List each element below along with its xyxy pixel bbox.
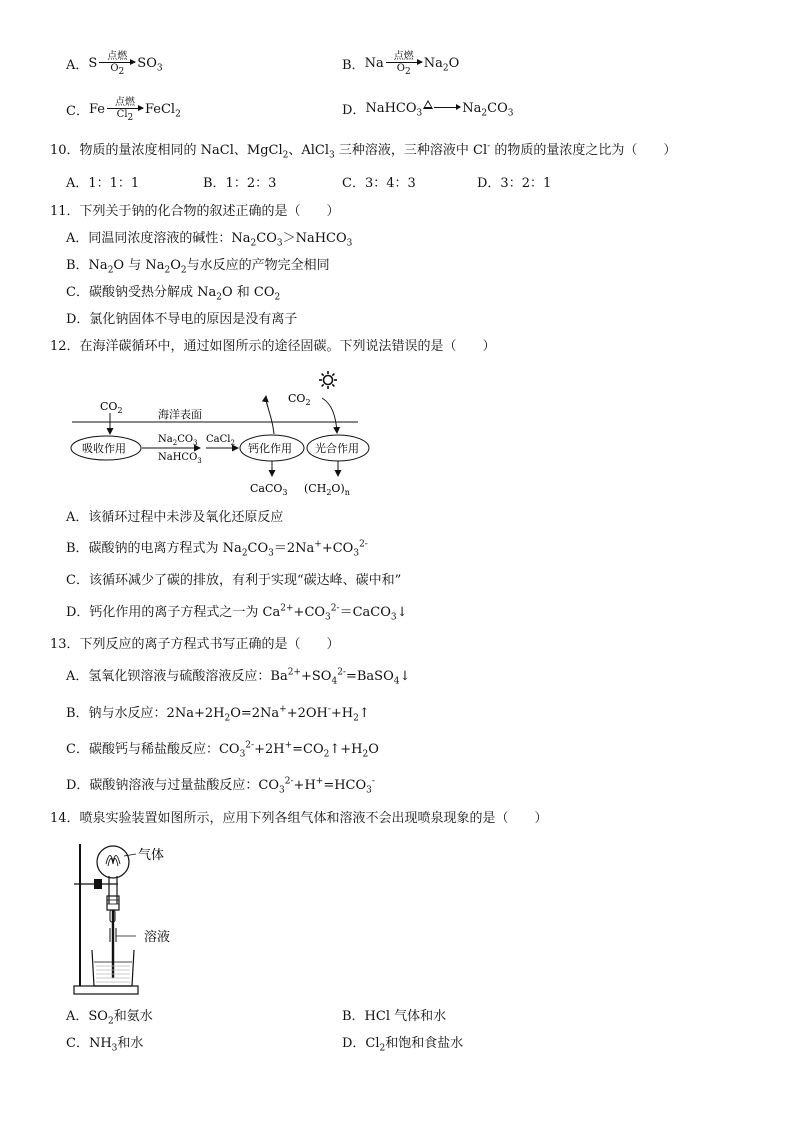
q14-option-b: B．HCl 气体和水 — [342, 1009, 447, 1024]
carbon-cycle-diagram — [60, 364, 380, 504]
arrow-condition-below: $O_2$ — [396, 63, 411, 77]
q11-option-b: B．$Na_2O$ 与 $Na_2O_2$与水反应的产物完全相同 — [66, 258, 330, 276]
reactant: Na — [364, 56, 384, 71]
product: FeCl$_2$ — [144, 102, 181, 120]
q12-option-c: C．该循环减少了碳的排放，有利于实现“碳达峰、碳中和” — [66, 573, 402, 588]
co2-uptake-arrow — [322, 398, 337, 433]
reactant: NaHCO$_3$ — [365, 101, 423, 119]
fountain-apparatus-diagram — [66, 838, 196, 1003]
q13-option-c: C．碳酸钙与稀盐酸反应：$CO_3^{2-}+2H^+=CO_2↑+H_2O$ — [66, 740, 379, 760]
reaction-arrow — [99, 51, 135, 77]
product: $SO_3$ — [137, 56, 163, 74]
co2-top-label: $CO_2$ — [288, 392, 311, 407]
q12-option-a: A．该循环过程中未涉及氧化还原反应 — [66, 510, 284, 525]
absorb-label: 吸收作用 — [82, 442, 126, 455]
q13-option-a: A．氢氧化钡溶液与硫酸溶液反应：$Ba^{2+}+SO_4^{2-}=BaSO_4↓$ — [66, 667, 411, 687]
ch2o-label: $(CH_2O)_n$ — [304, 482, 350, 497]
reaction-arrow — [386, 51, 422, 77]
q10-stem: 10．物质的量浓度相同的 NaCl、MgCl$_2$、AlCl$_3$ 三种溶液，三种溶液中 Cl- 的物质的量浓度之比为（ ） — [50, 141, 677, 161]
q10-option-b: B．1：2：3 — [203, 176, 277, 191]
sun-icon — [319, 371, 337, 389]
q12-option-d: D．钙化作用的离子方程式之一为 $Ca^{2+}+CO_3^{2-}=CaCO_3↓$ — [66, 603, 408, 623]
na2co3-label: $Na_2CO_3$ — [158, 434, 198, 447]
gas-label: 气体 — [138, 848, 165, 863]
nahco3-label: NaHCO$_3$ — [158, 452, 202, 465]
arrow-icon — [99, 62, 135, 63]
option-letter: D． — [342, 103, 366, 118]
co2-release-arrow — [266, 396, 274, 434]
cacl2-label: CaCl$_2$ — [206, 434, 235, 447]
q13-stem: 13．下列反应的离子方程式书写正确的是（ ） — [50, 637, 340, 652]
arrow-condition-above: 点燃 — [393, 51, 414, 62]
q9-option-a — [66, 52, 163, 75]
q11-option-a: A．同温同浓度溶液的碱性：$Na_2CO_3>NaHCO_3$ — [66, 231, 353, 249]
q11-option-c: C．碳酸钠受热分解成 $Na_2O$ 和 $CO_2$ — [66, 285, 281, 303]
option-letter: B． — [342, 58, 365, 73]
q14-option-c: C．$NH_3$和水 — [66, 1036, 144, 1054]
q9-option-b — [342, 52, 459, 75]
gas-pointer — [124, 854, 136, 856]
arrow-icon — [386, 62, 422, 63]
solution-label: 溶液 — [144, 930, 171, 945]
reactant: S — [88, 56, 98, 71]
option-letter: C． — [66, 104, 89, 119]
product: $Na_2O$ — [423, 56, 460, 74]
arrow-condition-above: 点燃 — [107, 51, 128, 62]
reactant: Fe — [88, 102, 105, 117]
calcify-label: 钙化作用 — [248, 442, 292, 455]
q11-stem: 11．下列关于钠的化合物的叙述正确的是（ ） — [50, 204, 340, 219]
product: $Na_2CO_3$ — [462, 101, 514, 119]
reaction-arrow — [107, 97, 143, 123]
q9-option-c — [66, 98, 181, 121]
q12-stem: 12．在海洋碳循环中，通过如图所示的途径固碳。下列说法错误的是（ ） — [50, 339, 496, 354]
q13-option-b: B．钠与水反应：$2Na+2H_2O=2Na^++2OH^-+H_2↑$ — [66, 704, 370, 724]
q10-option-d: D．3：2：1 — [477, 176, 552, 191]
arrow-icon — [434, 107, 460, 108]
fountain-spray — [106, 855, 120, 866]
option-letter: A． — [66, 58, 89, 73]
co2-left-label: $CO_2$ — [100, 400, 123, 415]
q14-stem: 14．喷泉实验装置如图所示，应用下列各组气体和溶液不会出现喷泉现象的是（ ） — [50, 811, 548, 826]
arrow-condition-below: $O_2$ — [110, 63, 125, 77]
q13-option-d: D．碳酸钠溶液与过量盐酸反应：$CO_3^{2-}+H^+=HCO_3^-$ — [66, 776, 375, 796]
ocean-surface-label: 海洋表面 — [158, 408, 202, 421]
caco3-label: CaCO$_3$ — [250, 482, 288, 497]
heat-triangle-icon — [423, 100, 433, 109]
q14-option-d: D．$Cl_2$和饱和食盐水 — [342, 1036, 464, 1054]
photosynthesis-label: 光合作用 — [315, 442, 359, 455]
arrow-icon — [107, 108, 143, 109]
clamp — [94, 879, 102, 889]
arrow-condition-above: 点燃 — [114, 97, 135, 108]
q11-option-d: D．氯化钠固体不导电的原因是没有离子 — [66, 312, 298, 327]
q10-option-a: A．1：1：1 — [66, 176, 140, 191]
stand-base — [74, 986, 138, 994]
q10-option-c: C．3：4：3 — [342, 176, 416, 191]
q12-option-b: B．碳酸钠的电离方程式为 $Na_2CO_3=2Na^++CO_3^{2-}$ — [66, 539, 368, 559]
arrow-condition-below: $Cl_2$ — [116, 109, 134, 123]
q14-option-a: A．$SO_2$和氨水 — [66, 1009, 153, 1027]
q9-option-d — [342, 99, 513, 118]
